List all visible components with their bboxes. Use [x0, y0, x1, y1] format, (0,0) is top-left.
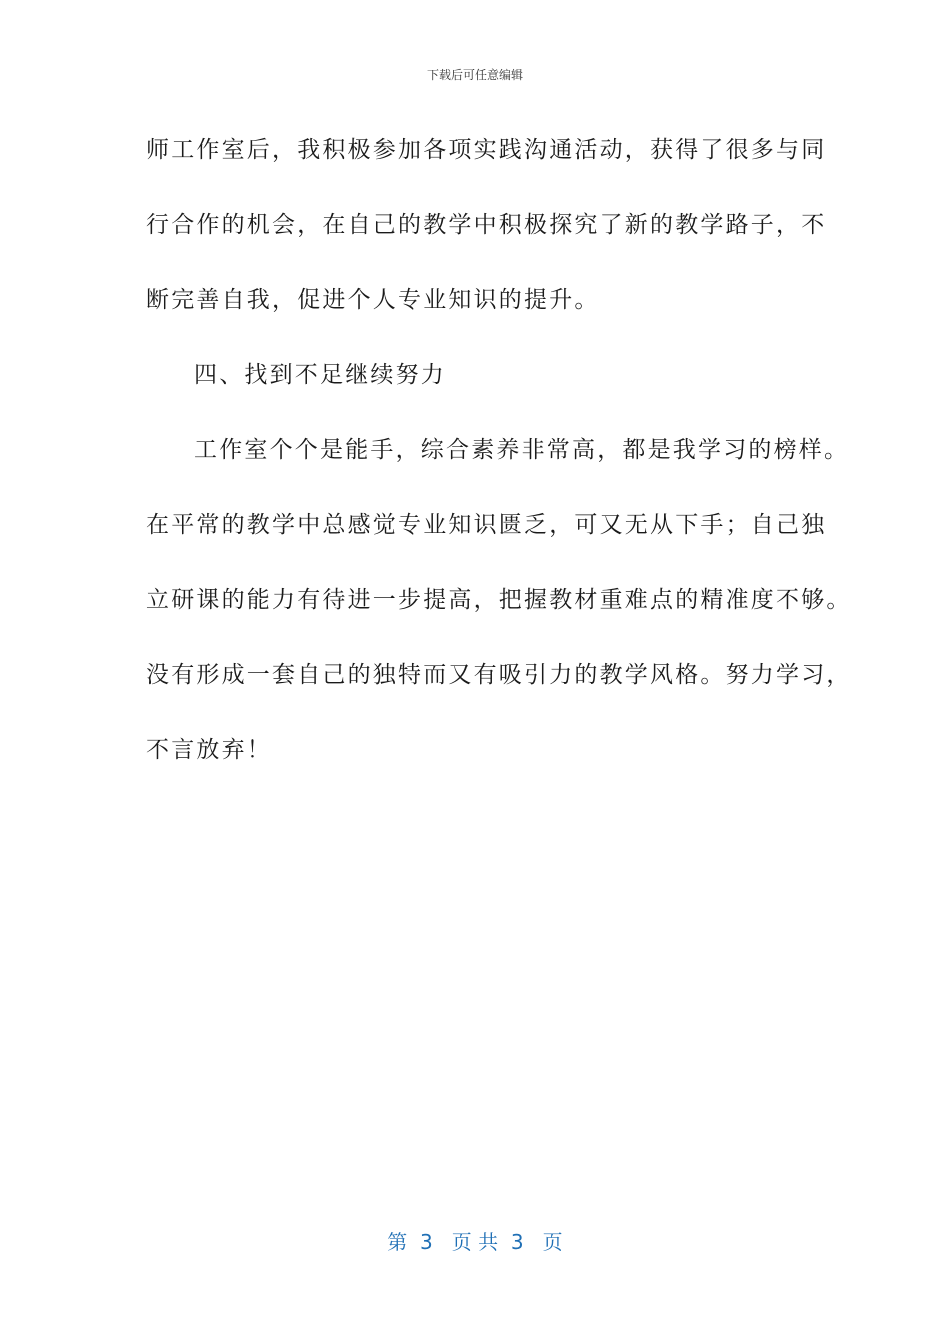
paragraph-line: 立研课的能力有待进一步提高，把握教材重难点的精准度不够。 [146, 587, 852, 613]
header-note: 下载后可任意编辑 [426, 68, 523, 82]
paragraph-line: 断完善自我，促进个人专业知识的提升。 [146, 287, 600, 313]
paragraph-line: 师工作室后，我积极参加各项实践沟通活动，获得了很多与同 [146, 137, 827, 163]
page-number: 第 3 页 共 3 页 [387, 1230, 563, 1254]
paragraph-line: 行合作的机会，在自己的教学中积极探究了新的教学路子，不 [146, 212, 827, 238]
paragraph-line: 没有形成一套自己的独特而又有吸引力的教学风格。努力学习， [146, 662, 852, 688]
paragraph-line: 不言放弃！ [146, 737, 272, 763]
paragraph-line: 在平常的教学中总感觉专业知识匮乏，可又无从下手；自己独 [146, 512, 827, 538]
paragraph-line: 工作室个个是能手，综合素养非常高，都是我学习的榜样。 [194, 437, 850, 463]
section-heading: 四、找到不足继续努力 [194, 362, 446, 388]
